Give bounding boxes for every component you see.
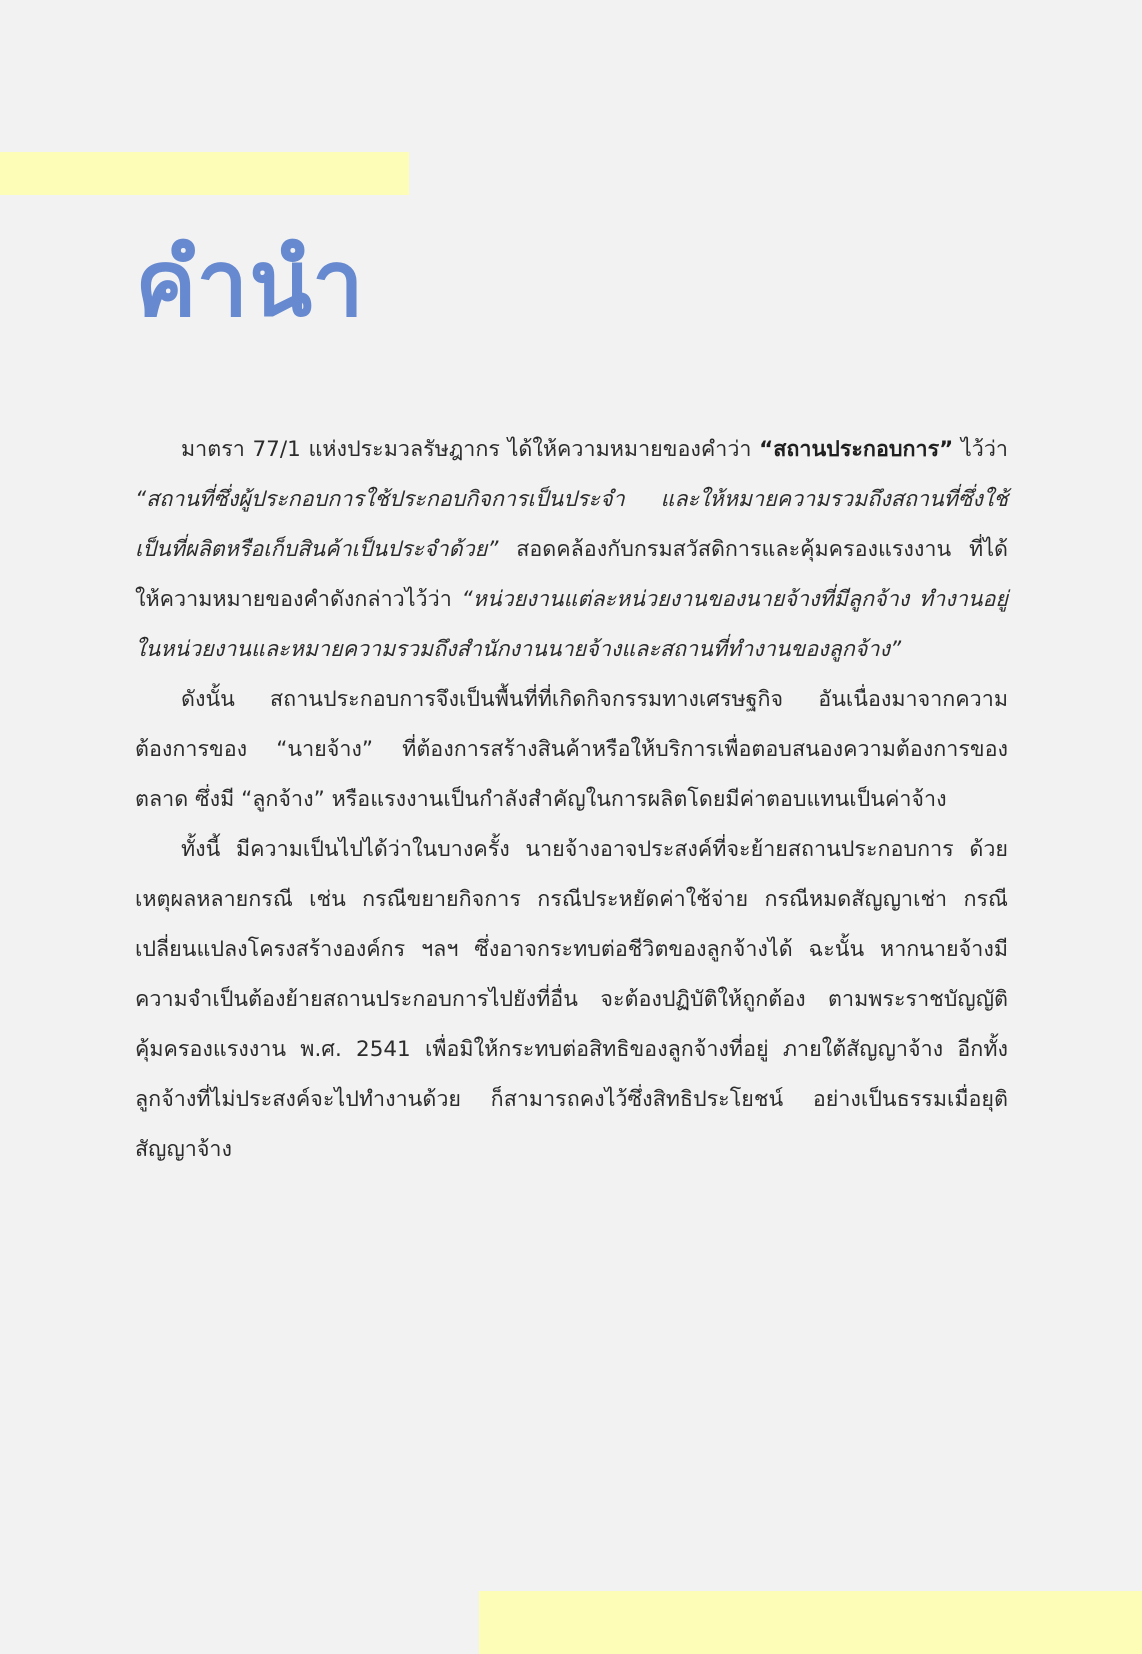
paragraph-1 bbox=[135, 425, 1008, 675]
paragraph-2: ดังนั้น สถานประกอบการจึงเป็นพื้นที่ที่เกิดกิจกรรมทางเศรษฐกิจ อันเนื่องมาจากความต้องการของ “นายจ้าง” ที่ต้องการสร้างสินค้าหรือให้บริการเพื่อตอบสนองความต้องการของตลาด ซึ่งมี “ลูกจ้าง” หรือแรงงานเป็นกำลังสำคัญในการผลิตโดยมีค่าตอบแทนเป็นค่าจ้าง bbox=[135, 687, 1008, 812]
paragraph-1-text: ไว้ว่า bbox=[953, 437, 1008, 462]
paragraph-3: ทั้งนี้ มีความเป็นไปได้ว่าในบางครั้ง นายจ้างอาจประสงค์ที่จะย้ายสถานประกอบการ ด้วยเหตุผลหลายกรณี เช่น กรณีขยายกิจการ กรณีประหยัดค่าใช้จ่าย กรณีหมดสัญญาเช่า กรณีเปลี่ยนแปลงโครงสร้างองค์กร ฯลฯ ซึ่งอาจกระทบต่อชีวิตของลูกจ้างได้ ฉะนั้น หากนายจ้างมีความจำเป็นต้องย้ายสถานประกอบการไปยังที่อื่น จะต้องปฏิบัติให้ถูกต้อง ตามพระราชบัญญัติคุ้มครองแรงงาน พ.ศ. 2541 เพื่อมิให้กระทบต่อสิทธิของลูกจ้างที่อยู่ ภายใต้สัญญาจ้าง อีกทั้งลูกจ้างที่ไม่ประสงค์จะไปทำงานด้วย ก็สามารถคงไว้ซึ่งสิทธิประโยชน์ อย่างเป็นธรรมเมื่อยุติสัญญาจ้าง bbox=[135, 837, 1008, 1162]
accent-bar-top bbox=[0, 152, 409, 195]
page-title: คำนำ bbox=[135, 230, 365, 337]
quote-labour-department: “หน่วยงานแต่ละหน่วยงานของนายจ้างที่มีลูกจ้าง ทำงานอยู่ในหน่วยงานและหมายความรวมถึงสำนักงานนายจ้างและสถานที่ทำงานของลูกจ้าง” bbox=[135, 587, 1008, 662]
quote-revenue-code: “สถานที่ซึ่งผู้ประกอบการใช้ประกอบกิจการเป็นประจำ และให้หมายความรวมถึงสถานที่ซึ่งใช้เป็นที่ผลิตหรือเก็บสินค้าเป็นประจำด้วย” bbox=[135, 487, 1008, 562]
paragraph-1-text: สอดคล้องกับกรมสวัสดิการและคุ้มครองแรงงาน ที่ได้ให้ความหมายของคำดังกล่าวไว้ว่า bbox=[135, 537, 1008, 612]
paragraph-1-text: มาตรา 77/1 แห่งประมวลรัษฎากร ได้ให้ความหมายของคำว่า bbox=[181, 437, 760, 462]
term-establishment: “สถานประกอบการ” bbox=[759, 437, 954, 462]
body-text bbox=[135, 425, 1008, 1175]
accent-bar-bottom bbox=[479, 1591, 1142, 1654]
